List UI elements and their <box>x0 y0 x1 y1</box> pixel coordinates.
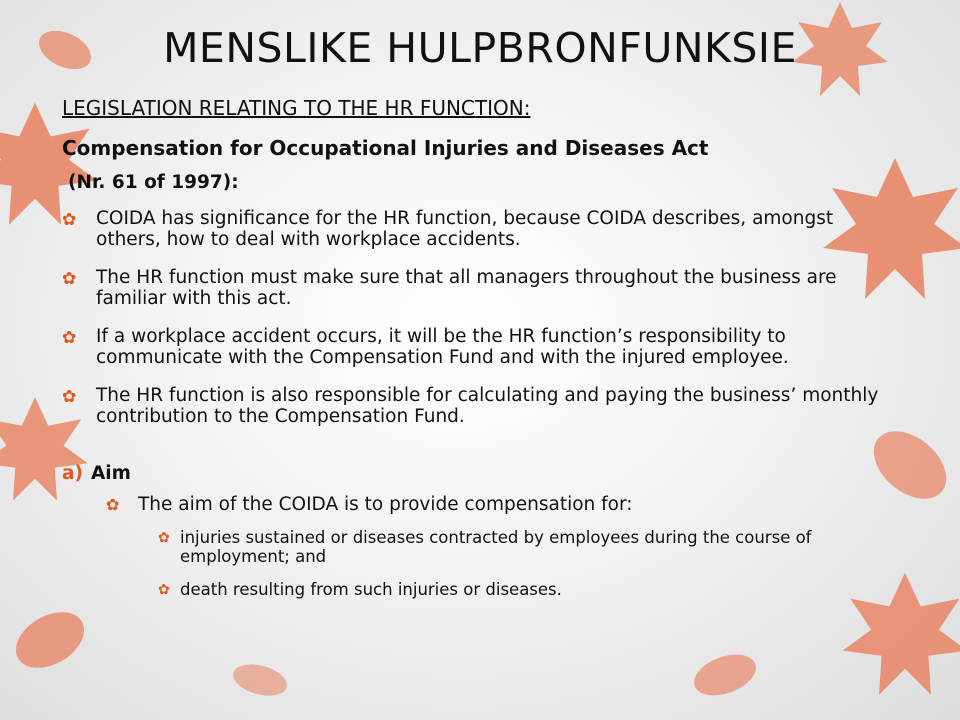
slide-title: MENSLIKE HULPBRONFUNKSIE <box>163 24 797 72</box>
orange-flower-bullet-icon: ✿ <box>62 328 77 348</box>
act-number: (Nr. 61 of 1997): <box>68 172 239 193</box>
aim-label: Aim <box>90 463 131 484</box>
list-item <box>158 528 878 566</box>
aim-intro-text: The aim of the COIDA is to provide compensation for: <box>138 494 633 515</box>
bullet-list <box>62 208 882 444</box>
legislation-heading: LEGISLATION RELATING TO THE HR FUNCTION: <box>62 96 531 120</box>
list-item <box>62 385 882 427</box>
list-item <box>158 580 878 599</box>
orange-flower-bullet-icon: ✿ <box>158 530 170 546</box>
bullet-text: COIDA has significance for the HR function, because COIDA describes, amongst others, how to deal with workplace accidents. <box>96 208 834 250</box>
aim-item-text: injuries sustained or diseases contracted by employees during the course of employment; and <box>180 528 812 566</box>
aim-item-text: death resulting from such injuries or diseases. <box>180 580 562 599</box>
aim-letter: a) <box>62 463 83 484</box>
orange-flower-bullet-icon: ✿ <box>106 495 120 514</box>
bullet-text: If a workplace accident occurs, it will be the HR function’s responsibility to communicate with the Compensation Fund and with the injured employee. <box>96 326 789 368</box>
list-item <box>62 326 882 368</box>
list-item <box>62 208 882 250</box>
act-name: Compensation for Occupational Injuries and Diseases Act <box>62 136 709 160</box>
bullet-text: The HR function must make sure that all managers throughout the business are familiar with this act. <box>96 267 837 309</box>
orange-flower-bullet-icon: ✿ <box>62 210 77 230</box>
bullet-text: The HR function is also responsible for calculating and paying the business’ monthly contribution to the Compensation Fund. <box>96 385 879 427</box>
aim-heading <box>62 463 131 484</box>
aim-item-list <box>158 528 878 613</box>
orange-flower-bullet-icon: ✿ <box>62 269 77 289</box>
orange-flower-bullet-icon: ✿ <box>158 582 170 598</box>
aim-intro <box>106 494 632 515</box>
orange-flower-bullet-icon: ✿ <box>62 387 77 407</box>
list-item <box>62 267 882 309</box>
